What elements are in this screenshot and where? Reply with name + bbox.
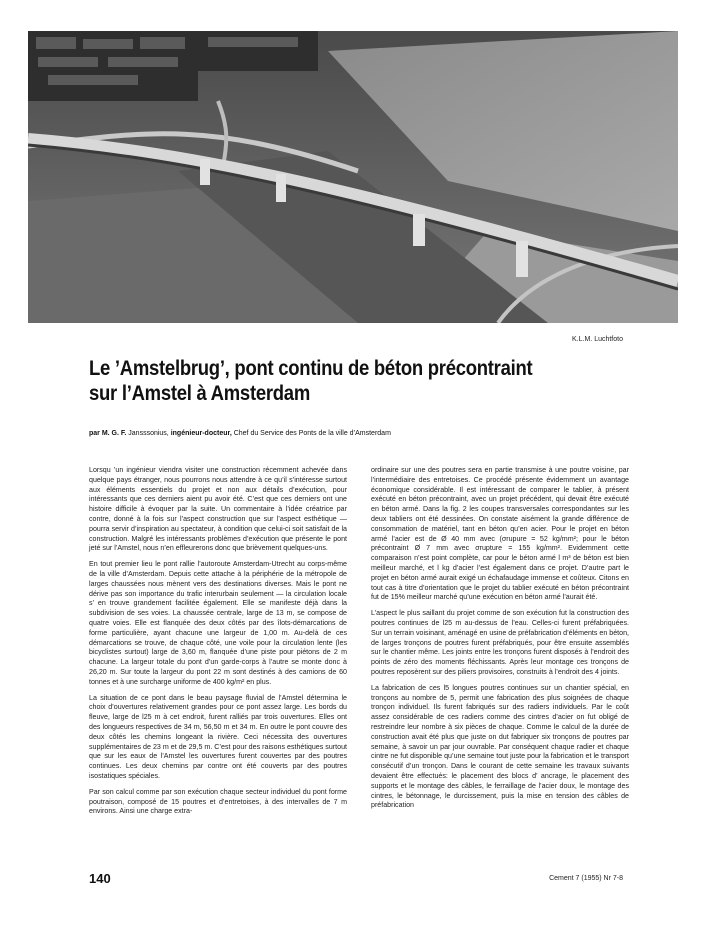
byline-rest: Chef du Service des Ponts de la ville d’Amsterdam xyxy=(231,430,391,437)
left-column xyxy=(89,466,347,823)
byline-name: Jansssonius, xyxy=(126,430,171,437)
byline-role: ingénieur-docteur, xyxy=(170,430,232,437)
photo-credit: K.L.M. Luchtfoto xyxy=(572,336,623,343)
article-title xyxy=(89,356,564,406)
paragraph: La fabrication de ces l5 longues poutres continues sur un chantier spécial, en tronçons au nombre de 5, permit une fabrication des plus soignées de chaque tronçon individuel. Ils furent fabriqués sur des radiers individuels. Par le coût assez considérable de ces radiers comme des cintres d’acier on fut obligé de restreindre leur nombre à six pièces de chaque. Comme le calcul de la durée de construction avait été plus que juste on dut fabriquer six tronçons de poutres par semaine, à savoir un par jour ouvrable. Par conséquent chaque radier et chaque cintre ne fut disponible qu’une semaine tout juste pour la fabrication et le transport consécutif d’un tronçon. Dans le courant de cette semaine les travaux suivants devaient être effectués: le placement des blocs d’ ancrage, le placement des supports et le montage des câbles, le ferraillage de l’acier doux, le montage des cintres, le bétonnage, le durcissement, puis la mise en tension des câbles de préfabrication xyxy=(371,683,629,810)
byline-prefix: par M. G. F. xyxy=(89,430,127,437)
journal-reference: Cement 7 (1955) Nr 7-8 xyxy=(549,875,623,882)
paragraph: La situation de ce pont dans le beau paysage fluvial de l’Amstel détermina le choix d’ouvertures relativement grandes pour ce pont assez large. Les bords du fleuve, large de l25 m à cet endroit, furent ralliés par trois ouvertures. Elles ont des longueurs respectives de 34 m, 56,50 m et 34 m. En outre le pont couvre des deux côtés les chemins longeant la rivière. Ceci nécessita des ouvertures supplémentaires de 23 m et de 29,5 m. C’est pour des raisons esthétiques surtout que sur les eaux de l’Amstel les ouvertures furent couvertes par des poutres continues. Les deux chemins par contre ont été couverts par des poutres isostatiques spéciales. xyxy=(89,693,347,780)
title-line-2: sur l’Amstel à Amsterdam xyxy=(89,382,310,405)
right-column xyxy=(371,466,629,817)
paragraph: En tout premier lieu le pont rallie l’autoroute Amsterdam-Utrecht au corps-même de la ville d’Amsterdam. Depuis cette attache à la périphérie de la métropole de larges chaussées nous mènent vers des destinations diverses. Mais le pont ne dérive pas son importance du trafic interurbain seulement — la circulation locale s’ en trouve grandement facilitée également. Elle se manifeste déjà dans la subdivision de ses voies. La chaussée centrale, large de 13 m, se compose de quatre voies. Elle est flanquée des deux côtés par des îlots-démarcations de forme particulière, ayant chacune une largeur de 1,00 m. Au-delà de ces démarcations se trouve, de chaque côté, une voile pour la circulation lente (les bicyclistes surtout) large de 3,60 m, flanquée d’une piste pour piétons de 2 m chacune. La largeur totale du pont d’un garde-corps à l’autre se monte donc à 26,20 m. Sur toute la largeur du pont 22 m sont destinés à des camions de 60 tonnes et à une surcharge uniforme de 400 kg/m² en plus. xyxy=(89,560,347,686)
aerial-photo xyxy=(28,31,678,323)
paragraph: ordinaire sur une des poutres sera en partie transmise à une poutre voisine, par l’intermédiaire des entretoises. Ce procédé présente évidemment un avantage économique considérable. Il est intéressant de comparer le tablier, à présent exécuté en béton précontraint, avec un projet précédent, qui devait être exécuté en béton armé. Dans la fig. 2 les coupes transversales correspondantes sur les deux tabliers ont été dessinées. On constate aisément la grande différence de consommation de matériel, tant en béton qu’en acier. Pour le projet en béton armé l’acier est de Ø 40 mm avec (σrupure = 52 kg/mm²; pour le béton précontraint Ø 7 mm avec σrupture = 155 kg/mm². Evidemment cette comparaison n’est point complète, car pour le béton armé l m³ de béton est bien meilleur marché, et l kg d’acier l’est également dans ce projet. D’autre part le projet en béton armé aurait exigé un échafaudage immense et coûteux. Citons en tout cas à titre d’orientation que le projet du tablier exécuté en béton précontraint fut de 15% meilleur marché qu’une exécution en béton armé l’aurait été. xyxy=(371,466,629,602)
byline xyxy=(89,430,391,437)
page-number: 140 xyxy=(89,871,111,886)
paragraph: L’aspect le plus saillant du projet comme de son exécution fut la construction des poutres continues de l25 m au-dessus de l’eau. Celles-ci furent préfabriquées. Sur un terrain voisinant, aménagé en usine de préfabrication d’éléments en béton, de larges tronçons de poutres furent préfabriqués, pour être ensuite assemblés sur le chantier même. Les joints entre les tronçons furent disposés à l’endroit des points de zéro des moments fléchissants. Après leur montage ces tronçons de poutres reposèrent sur des piliers provisoires, construits à l’endroit des 4 joints. xyxy=(371,609,629,676)
aerial-photo-of-bridge-icon xyxy=(28,31,678,323)
title-line-1: Le ’Amstelbrug’, pont continu de béton précontraint xyxy=(89,357,533,380)
paragraph: Lorsqu ’un ingénieur viendra visiter une construction récemment achevée dans quelque pays étranger, nous pourrons nous attendre à ce qu’il s’intéresse surtout aux éléments essentiels du projet et non aux détails d’exécution, pour intéressants que ces derniers aient pu avoir été. C’est que ces derniers ont une histoire difficile à évoquer par la suite. Un commentaire à l’idée créatrice par contre, donné à la fois sur l’aspect construction que sur l’aspect esthétique — pourra servir d’inspiration au spectateur, à condition que celui-ci soit satisfait de la construction. Malgré les intéressants problèmes d’exécution que présente le pont jeté sur l’Amstel, nous n’en effleurerons donc que brièvement quelques-uns. xyxy=(89,466,347,553)
paragraph: Par son calcul comme par son exécution chaque secteur individuel du pont forme poutraison, composé de 15 poutres et d’entretoises, à des intervalles de 7 m environs. Ainsi une charge extra- xyxy=(89,787,347,816)
